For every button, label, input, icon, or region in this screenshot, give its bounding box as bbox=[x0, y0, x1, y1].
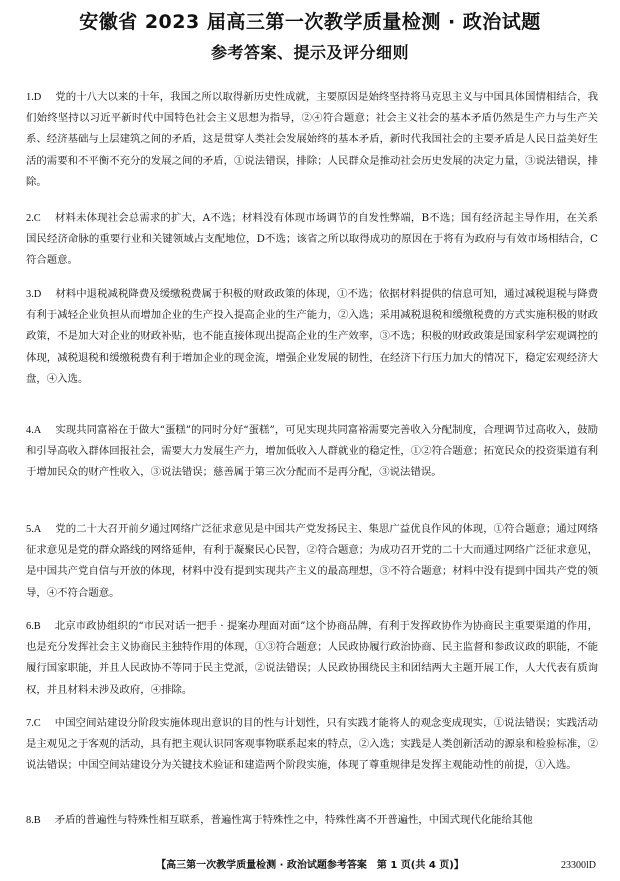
explanation-text: 实现共同富裕在于做大“蛋糕”的同时分好“蛋糕”，可见实现共同富裕需要完善收入分配制度，合理调节过高收入，鼓励和引导高收入群体回报社会，需要大力发展生产力，增加低收入人群就业的稳定性，①②符合题意；拓宽民众的投资渠道有利于增加民众的财产性收入，③说法错误；慈善属于第三次分配而不是再分配，③说法错误。 bbox=[26, 424, 598, 479]
explanation-text: 材料中退税减税降费及缓缴税费属于积极的财政政策的体现，①不选；依据材料提供的信息可知，通过减税退税与降费有利于减轻企业负担从而增加企业的生产投入提高企业的生产能力，②入选；采用减税退税和缓缴税费的方式实施积极的财政政策，不是加大对企业的财政补贴，也不能直接体现出提高企业的生产效率，③不选；积极的财政政策是国家科学宏观调控的体现，减税退税和缓缴税费有利于增加企业的现金流，增强企业发展的韧性，在经济下行压力加大的情况下，稳定宏观经济大盘，④入选。 bbox=[26, 288, 598, 385]
answer-letter: A bbox=[33, 524, 42, 535]
explanation-text: 中国空间站建设分阶段实施体现出意识的目的性与计划性，只有实践才能将人的观念变成现实，①说法错误；实践活动是主观见之于客观的活动，具有把主观认识同客观事物联系起来的特点，②入选；实践是人类创新活动的源泉和检验标准，②说法错误；中国空间站建设分为关键技术验证和建造两个阶段实施，体现了尊重规律是发挥主观能动性的前提，①入选。 bbox=[26, 717, 598, 772]
question-4-explanation bbox=[26, 420, 598, 506]
question-6-explanation bbox=[26, 616, 598, 702]
answer-letter: A bbox=[33, 425, 42, 436]
explanation-text: 党的十八大以来的十年，我国之所以取得新历史性成就，主要原因是始终坚持将马克思主义与中国具体国情相结合，我们始终坚持以习近平新时代中国特色社会主义思想为指导，②④符合题意；社会主义社会的基本矛盾仍然是生产力与生产关系、经济基础与上层建筑之间的矛盾，这是贯穿人类社会发展始终的基本矛盾，新时代我国社会的主要矛盾是人民日益美好生活的需要和不平衡不充分的发展之间的矛盾，①说法错误，排除；人民群众是推动社会历史发展的决定力量，③说法错误，排除。 bbox=[26, 91, 598, 188]
footer-exam-code: 23300lD bbox=[561, 860, 596, 871]
question-number: 1. bbox=[26, 92, 34, 103]
answer-letter: D bbox=[33, 289, 42, 300]
question-number: 4. bbox=[26, 425, 34, 436]
footer-page-info: 【高三第一次教学质量检测 · 政治试题参考答案 第 1 页(共 4 页)】 bbox=[156, 860, 464, 871]
explanation-text: 材料未体现社会总需求的扩大，A不选；材料没有体现市场调节的自发性弊端，B不选；国有经济起主导作用，在关系国民经济命脉的重要行业和关键领域占支配地位，D不选；该省之所以取得成功的原因在于将有为政府与有效市场相结合，C符合题意。 bbox=[26, 212, 598, 267]
question-2-explanation bbox=[26, 208, 598, 273]
answer-letter: C bbox=[33, 213, 41, 224]
page-subtitle: 参考答案、提示及评分细则 bbox=[210, 43, 409, 62]
explanation-text: 党的二十大召开前夕通过网络广泛征求意见是中国共产党发扬民主、集思广益优良作风的体现，①符合题意；通过网络征求意见是党的群众路线的网络延伸，有利于凝聚民心民智，②符合题意；为成功召开党的二十大而通过网络广泛征求意见，是中国共产党自信与开放的体现，材料中没有提到实现共产主义的最高理想，③不符合题意；材料中没有提到中国共产党的领导，④不符合题意。 bbox=[26, 523, 598, 599]
question-number: 2. bbox=[26, 213, 34, 224]
answer-letter: D bbox=[33, 92, 42, 103]
question-1-explanation bbox=[26, 87, 598, 188]
question-number: 3. bbox=[26, 289, 34, 300]
question-number: 8. bbox=[26, 815, 34, 826]
question-5-explanation bbox=[26, 519, 598, 605]
question-7-explanation bbox=[26, 713, 598, 799]
question-number: 6. bbox=[26, 621, 34, 632]
question-number: 5. bbox=[26, 524, 34, 535]
question-8-explanation bbox=[26, 810, 598, 832]
explanation-text: 北京市政协组织的“市民对话一把手 · 提案办理面对面”这个协商品牌，有利于发挥政协作为协商民主重要渠道的作用，也是充分发挥社会主义协商民主独特作用的体现，①③符合题意；人民政协履行政治协商、民主监督和参政议政的职能，不能履行国家职能，并且人民政协不等同于民主党派，②说法错误；人民政协围绕民主和团结两大主题开展工作，人大代表有质询权，并且材料未涉及政府，④排除。 bbox=[26, 620, 598, 696]
question-number: 7. bbox=[26, 718, 34, 729]
answer-letter: B bbox=[33, 815, 41, 826]
answer-letter: C bbox=[33, 718, 41, 729]
explanation-text: 矛盾的普遍性与特殊性相互联系，普遍性寓于特殊性之中，特殊性离不开普遍性，中国式现代化能给其他 bbox=[54, 814, 533, 826]
page-title: 安徽省 2023 届高三第一次教学质量检测 · 政治试题 bbox=[79, 11, 541, 33]
answer-letter: B bbox=[33, 621, 41, 632]
page-footer bbox=[0, 857, 620, 875]
question-3-explanation bbox=[26, 284, 598, 392]
